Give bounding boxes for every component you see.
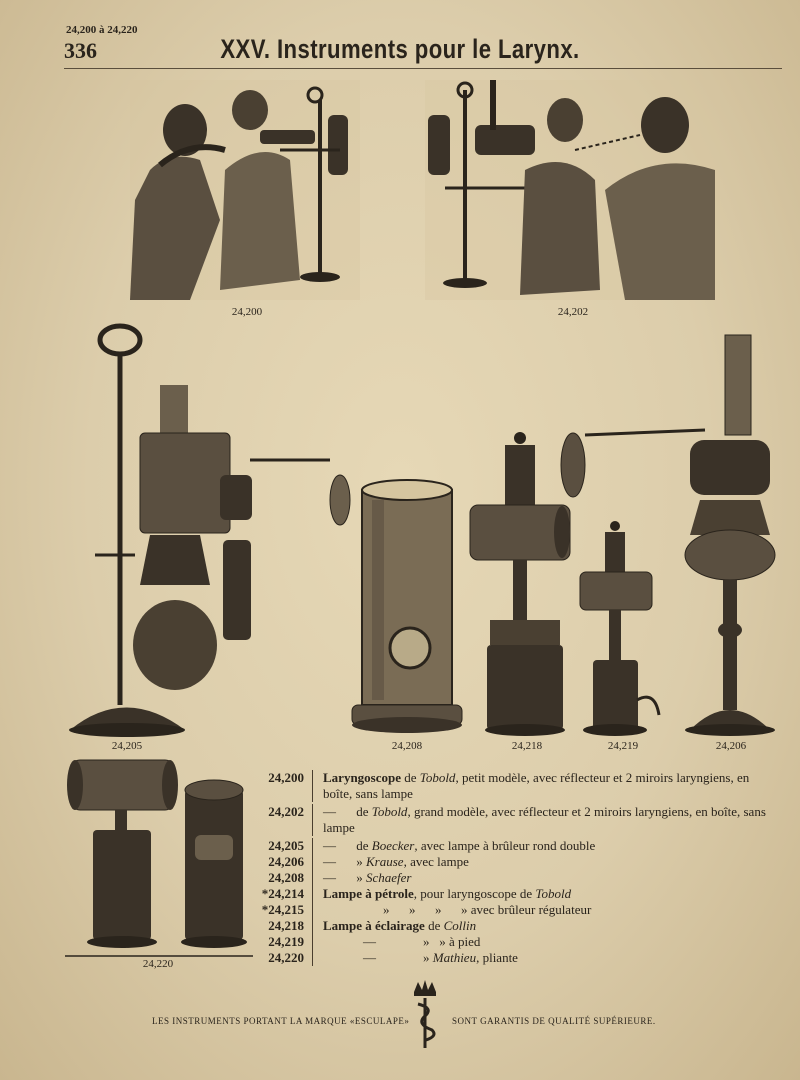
entry-description: — » Krause, avec lampe <box>323 854 469 869</box>
caption-24205: 24,205 <box>111 740 143 752</box>
item-range: 24,200 à 24,220 <box>66 24 138 36</box>
page-number: 336 <box>64 38 97 63</box>
caption-24208: 24,208 <box>391 740 423 752</box>
caption-24220: 24,220 <box>142 958 174 970</box>
entry-number: 24,206 <box>250 854 313 870</box>
entries-table <box>250 770 770 966</box>
entry-description: Lampe à éclairage de Collin <box>323 918 477 933</box>
header-rule <box>64 68 782 69</box>
page-title: XXV. Instruments pour le Larynx. <box>220 34 580 64</box>
caption-24200: 24,200 <box>231 306 263 318</box>
entry-number: 24,220 <box>250 950 313 966</box>
entry-number: 24,205 <box>250 838 313 854</box>
entry-description: — de Tobold, grand modèle, avec réflecteur et 2 miroirs laryngiens, en boîte, sans lampe <box>323 804 766 835</box>
footer-right-text: SONT GARANTIS DE QUALITÉ SUPÉRIEURE. <box>452 1016 656 1026</box>
footer-left-text: LES INSTRUMENTS PORTANT LA MARQUE «ESCULAPE» <box>152 1016 410 1026</box>
caption-24206: 24,206 <box>715 740 747 752</box>
caption-24202: 24,202 <box>557 306 589 318</box>
entry-description: — » Mathieu, pliante <box>363 950 518 965</box>
entry-number: *24,215 <box>250 902 313 918</box>
caption-24218: 24,218 <box>511 740 543 752</box>
entry-description: — » Schaefer <box>323 870 412 885</box>
entry-number: 24,202 <box>250 804 313 836</box>
entry-row <box>250 918 770 934</box>
entry-number: *24,214 <box>250 886 313 902</box>
entry-row <box>250 770 770 802</box>
entry-row <box>250 902 770 918</box>
entry-row <box>250 950 770 966</box>
entry-row <box>250 934 770 950</box>
entry-number: 24,219 <box>250 934 313 950</box>
entry-row <box>250 838 770 854</box>
figure-24206-illustration <box>555 330 790 740</box>
entry-row <box>250 854 770 870</box>
entry-number: 24,218 <box>250 918 313 934</box>
entry-row <box>250 886 770 902</box>
esculape-logo-icon <box>408 980 442 1050</box>
entry-row <box>250 870 770 886</box>
entry-number: 24,208 <box>250 870 313 886</box>
entry-number: 24,200 <box>250 770 313 802</box>
figure-24205-illustration <box>65 325 365 740</box>
entry-row <box>250 804 770 836</box>
figure-24208-illustration <box>350 480 470 740</box>
figure-24220-illustration <box>65 755 255 960</box>
entry-description: Laryngoscope de Tobold, petit modèle, avec réflecteur et 2 miroirs laryngiens, en boîte, sans lampe <box>323 770 750 801</box>
entry-description: — de Boecker, avec lampe à brûleur rond double <box>323 838 596 853</box>
entry-description: » » » » avec brûleur régulateur <box>383 902 592 917</box>
figure-24200-illustration <box>130 80 360 300</box>
entry-description: — » » à pied <box>363 934 481 949</box>
caption-24219: 24,219 <box>607 740 639 752</box>
entry-description: Lampe à pétrole, pour laryngoscope de Tobold <box>323 886 572 901</box>
figure-24202-illustration <box>425 80 720 300</box>
